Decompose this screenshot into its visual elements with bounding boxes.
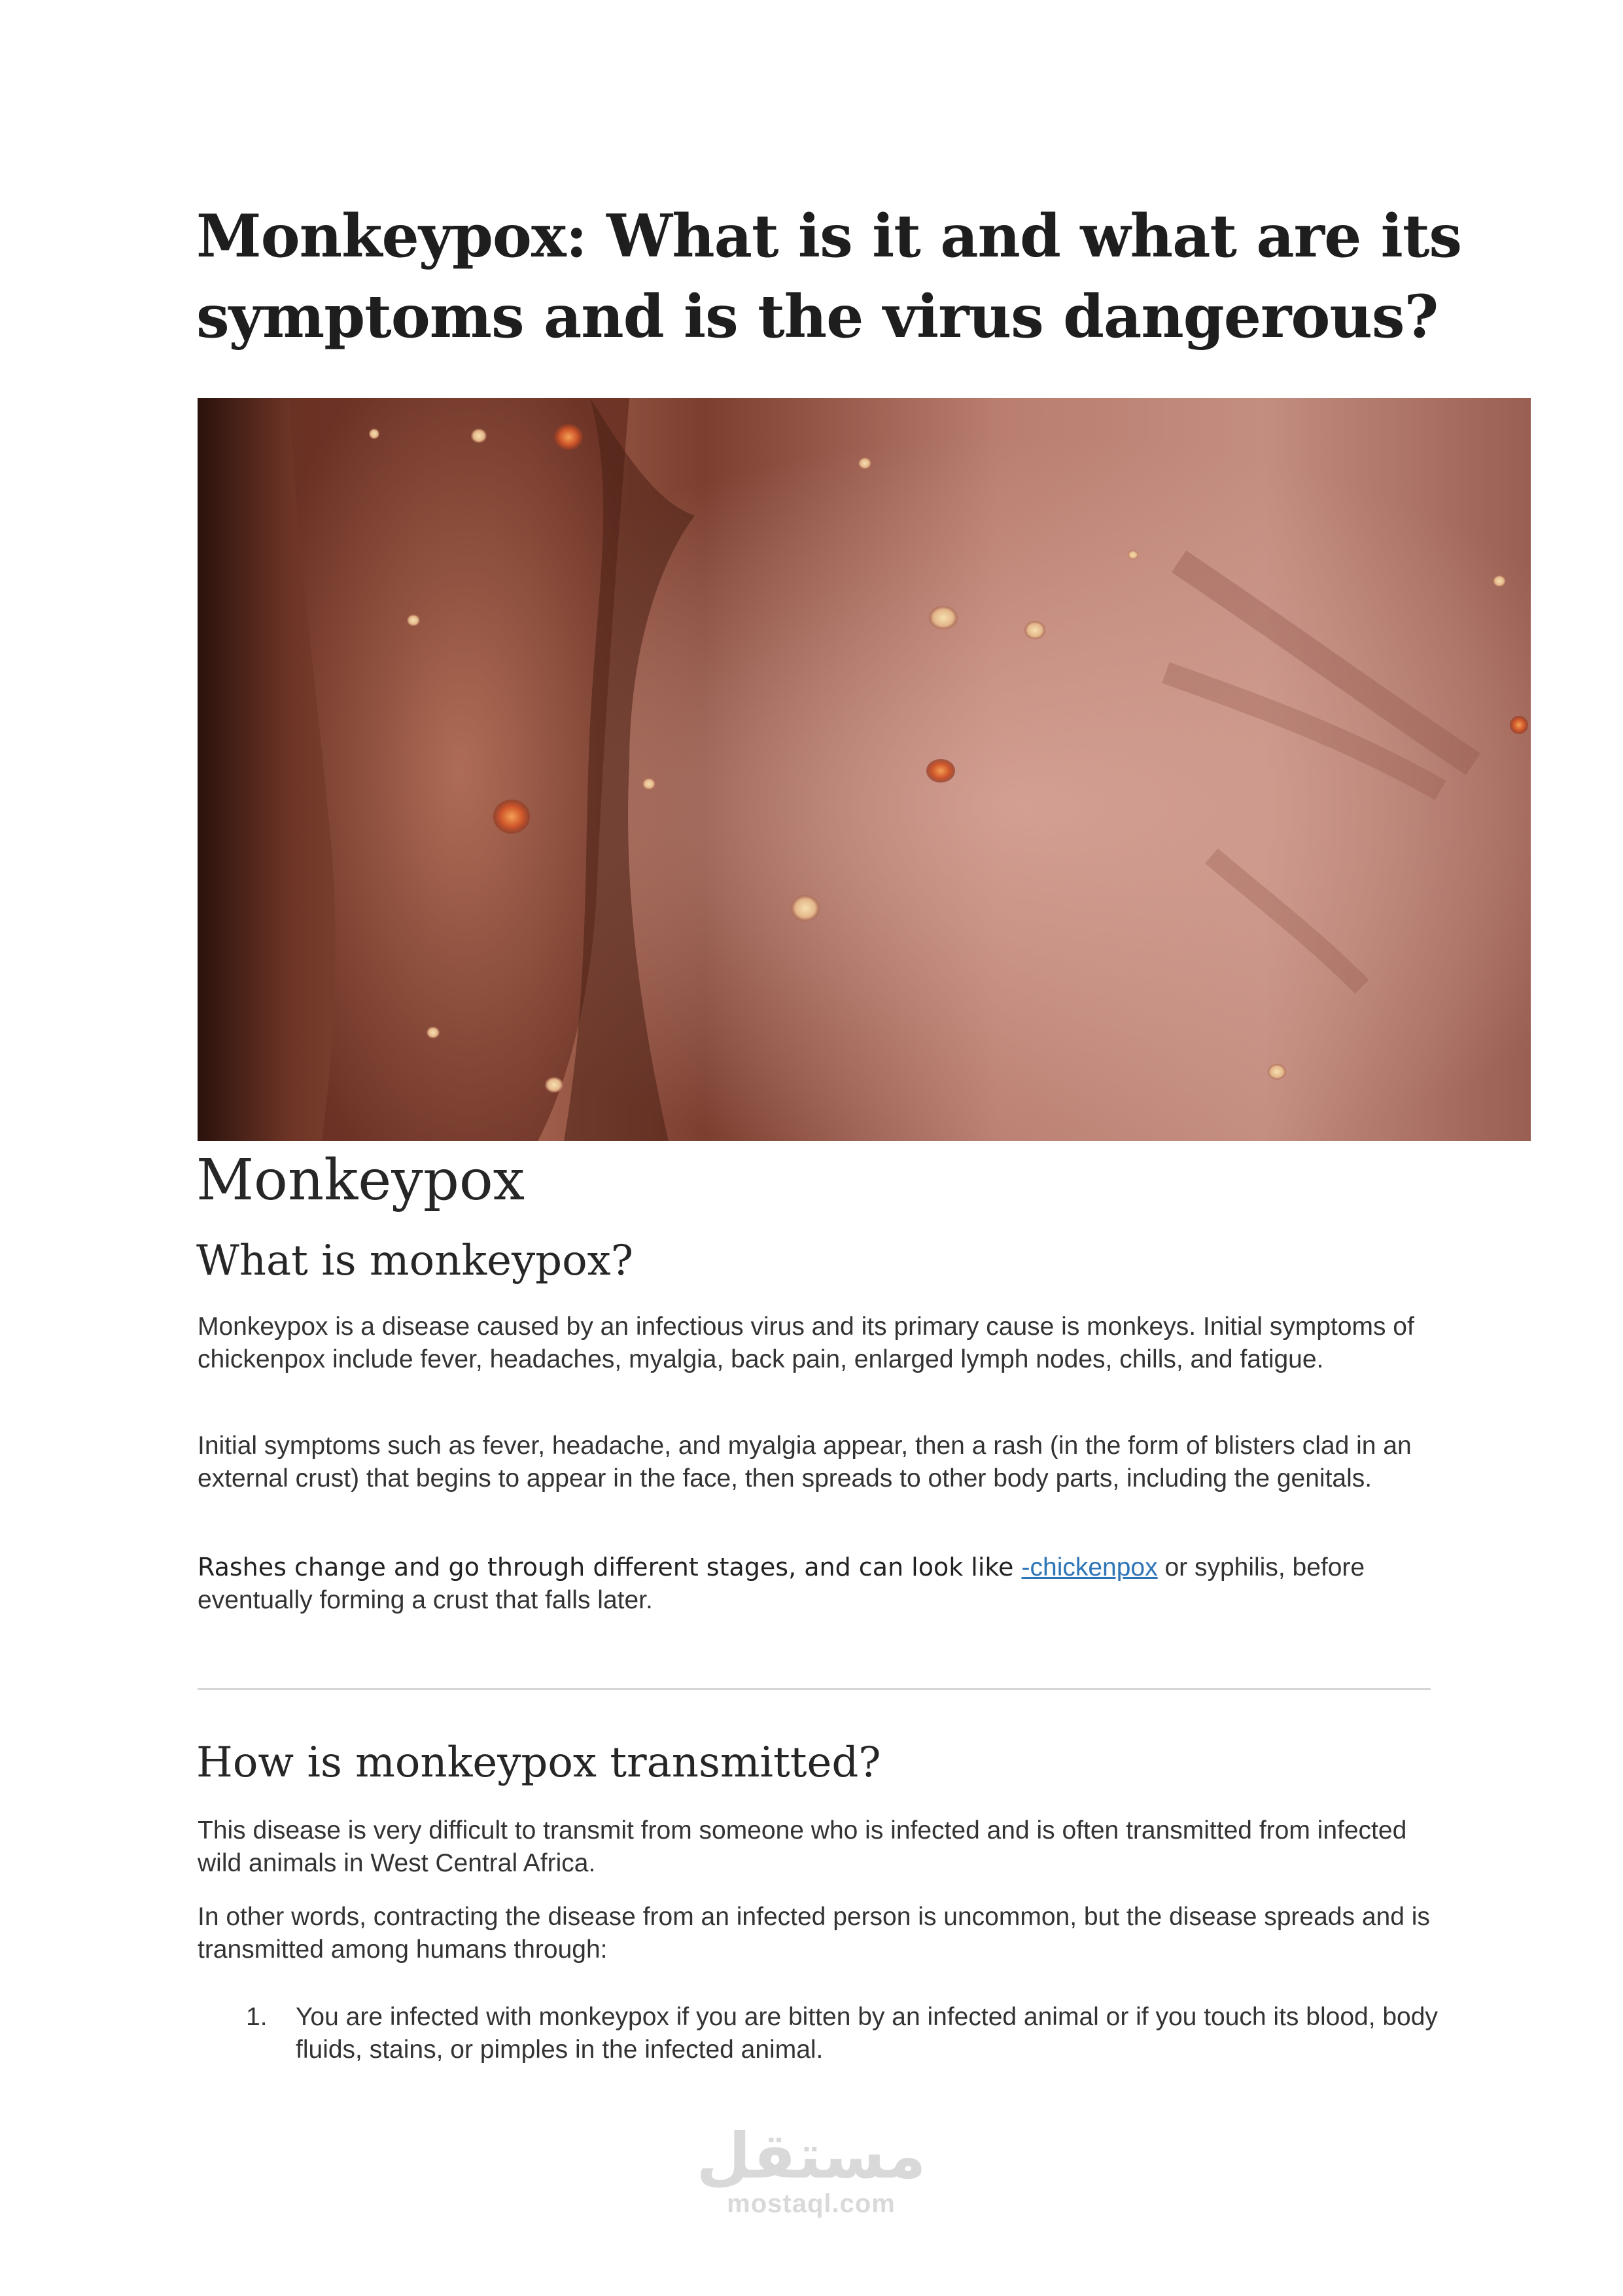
section-divider xyxy=(198,1688,1431,1690)
list-item-number: 1. xyxy=(246,2003,268,2031)
list-item xyxy=(198,2001,1440,2066)
chickenpox-link[interactable]: -chickenpox xyxy=(1021,1553,1158,1581)
transmission-list xyxy=(198,2001,1440,2066)
section-title: Monkeypox xyxy=(196,1148,525,1213)
what-is-heading: What is monkeypox? xyxy=(196,1237,634,1285)
rashes-tail-text: or syphilis, before eventually forming a crust that falls later. xyxy=(198,1553,1365,1614)
what-is-paragraph-2: Initial symptoms such as fever, headache, and myalgia appear, then a rash (in the form of blisters clad in an external crust) that begins to appear in the face, then spreads to other body parts, including the genitals. xyxy=(198,1432,1412,1492)
list-item-text: You are infected with monkeypox if you are bitten by an infected animal or if you touch its blood, body fluids, stains, or pimples in the infected animal. xyxy=(296,2003,1438,2064)
transmission-paragraph-2: In other words, contracting the disease from an infected person is uncommon, but the disease spreads and is transmitted among humans through: xyxy=(198,1903,1430,1964)
rashes-lead-text: Rashes change and go through different stages, and can look like xyxy=(198,1553,1022,1581)
rashes-paragraph xyxy=(198,1551,1440,1617)
what-is-paragraph-1: Monkeypox is a disease caused by an infectious virus and its primary cause is monkeys. Initial symptoms of chickenpox include fever, headaches, myalgia, back pain, enlarged lymph nodes, chills, and fatigue. xyxy=(198,1313,1414,1373)
watermark-latin: mostaql.com xyxy=(727,2189,896,2218)
mostaql-watermark xyxy=(693,2119,929,2219)
rash-photo xyxy=(198,398,1531,1141)
watermark-arabic: مستقل xyxy=(696,2119,926,2193)
transmission-paragraph-1: This disease is very difficult to transmit from someone who is infected and is often transmitted from infected wild animals in West Central Africa. xyxy=(198,1816,1407,1877)
transmission-heading: How is monkeypox transmitted? xyxy=(196,1739,881,1787)
article-title: Monkeypox: What is it and what are its symptoms and is the virus dangerous? xyxy=(196,202,1462,351)
photo-of-skin-rash-icon xyxy=(198,398,1531,1141)
